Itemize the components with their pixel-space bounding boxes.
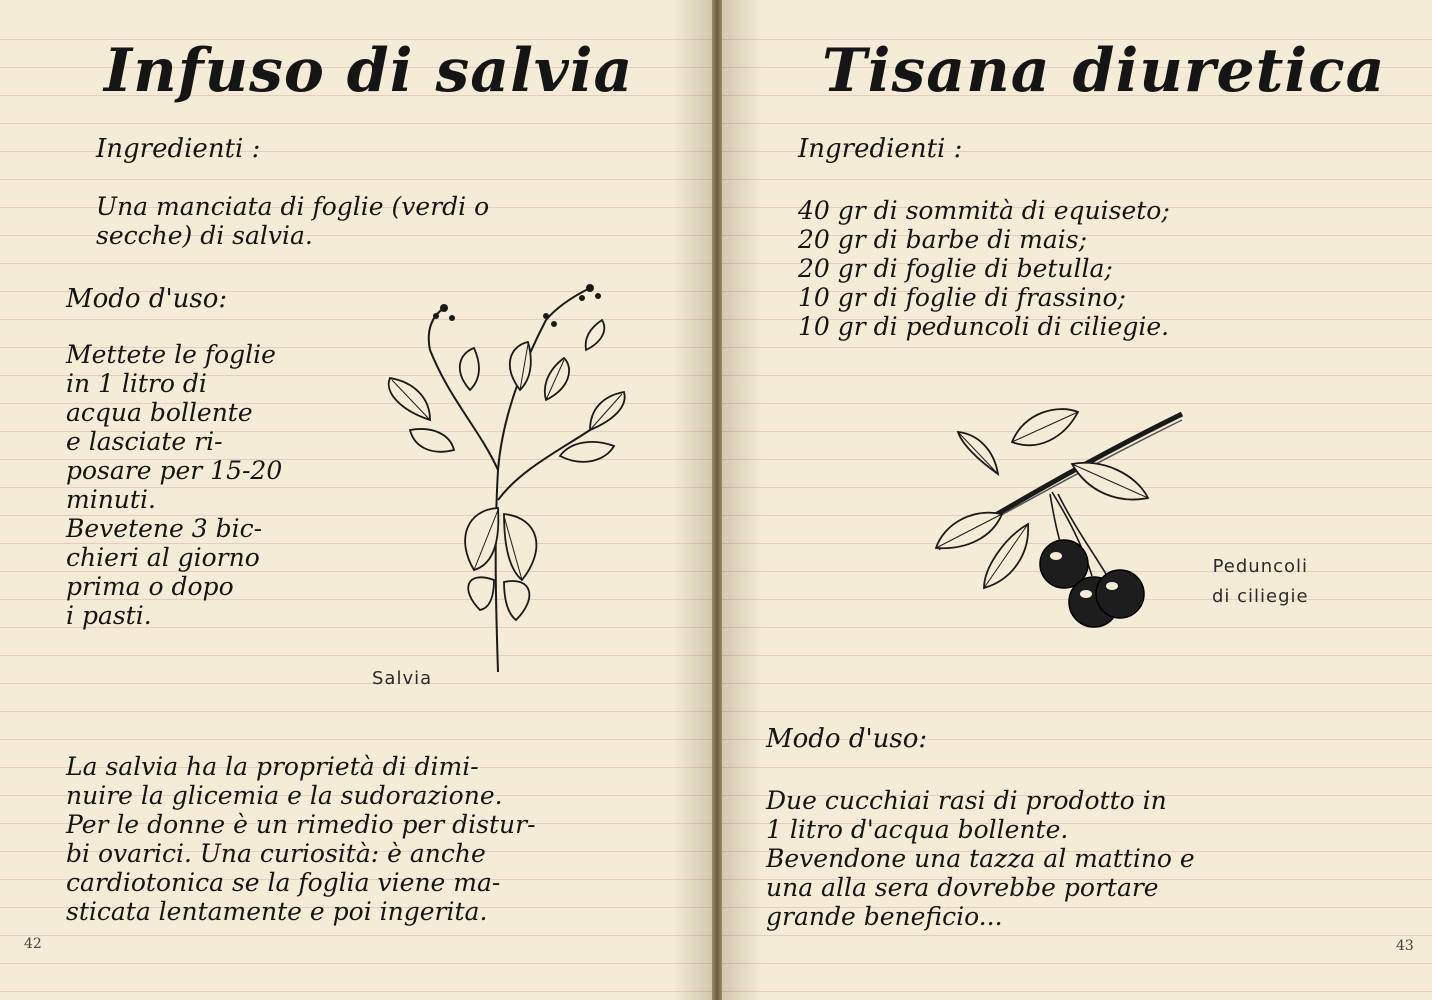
right-usage-line: Bevendone una tazza al mattino e xyxy=(766,844,1195,873)
left-usage-text xyxy=(66,340,282,630)
left-notes-line: bi ovarici. Una curiosità: è anche xyxy=(66,839,486,868)
cherry-branch-illustration xyxy=(932,398,1192,648)
left-notes-text xyxy=(66,752,536,926)
cherry-caption-line: di ciliegie xyxy=(1212,586,1309,607)
book-gutter xyxy=(712,0,722,1000)
left-notes-line: Per le donne è un rimedio per distur- xyxy=(66,810,536,839)
left-notes-line: cardiotonica se la foglia viene ma- xyxy=(66,868,501,897)
right-ingredient-line: 20 gr di foglie di betulla; xyxy=(798,254,1113,283)
right-usage-heading: Modo d'uso: xyxy=(766,724,928,754)
right-usage-line: 1 litro d'acqua bollente. xyxy=(766,815,1069,844)
right-ingredient-line: 10 gr di foglie di frassino; xyxy=(798,283,1126,312)
right-ingredient-line: 10 gr di peduncoli di ciliegie. xyxy=(798,312,1170,341)
left-page xyxy=(0,0,712,1000)
left-usage-line: minuti. xyxy=(66,485,156,514)
left-usage-line: acqua bollente xyxy=(66,398,253,427)
left-usage-line: i pasti. xyxy=(66,601,152,630)
left-usage-heading: Modo d'uso: xyxy=(66,284,228,314)
right-usage-line: una alla sera dovrebbe portare xyxy=(766,873,1159,902)
left-notes-line: sticata lentamente e poi ingerita. xyxy=(66,897,488,926)
right-usage-line: Due cucchiai rasi di prodotto in xyxy=(766,786,1167,815)
left-usage-line: e lasciate ri- xyxy=(66,427,223,456)
right-ingredients-text xyxy=(798,196,1170,341)
right-page xyxy=(722,0,1432,1000)
right-page-title: Tisana diuretica xyxy=(822,36,1386,106)
left-usage-line: Bevetene 3 bic- xyxy=(66,514,263,543)
left-usage-line: posare per 15-20 xyxy=(66,456,283,485)
left-usage-line: in 1 litro di xyxy=(66,369,207,398)
right-ingredient-line: 20 gr di barbe di mais; xyxy=(798,225,1088,254)
right-usage-line: grande beneficio... xyxy=(766,902,1003,931)
left-usage-line: Mettete le foglie xyxy=(66,340,276,369)
left-ingredients-text xyxy=(96,192,489,250)
left-usage-line: chieri al giorno xyxy=(66,543,260,572)
right-page-number: 43 xyxy=(1396,938,1414,954)
left-page-title: Infuso di salvia xyxy=(104,36,634,106)
left-notes-line: La salvia ha la proprietà di dimi- xyxy=(66,752,479,781)
cherry-caption-line: Peduncoli xyxy=(1212,556,1309,577)
left-ingredients-heading: Ingredienti : xyxy=(96,134,261,164)
sage-caption: Salvia xyxy=(372,668,433,689)
sage-plant-illustration xyxy=(370,280,640,680)
right-ingredients-heading: Ingredienti : xyxy=(798,134,963,164)
left-notes-line: nuire la glicemia e la sudorazione. xyxy=(66,781,503,810)
left-ingredient-line: secche) di salvia. xyxy=(96,221,313,250)
cherry-caption xyxy=(1212,552,1309,612)
right-usage-text xyxy=(766,786,1195,931)
left-usage-line: prima o dopo xyxy=(66,572,234,601)
right-ingredient-line: 40 gr di sommità di equiseto; xyxy=(798,196,1170,225)
left-page-number: 42 xyxy=(24,936,42,952)
left-ingredient-line: Una manciata di foglie (verdi o xyxy=(96,192,490,221)
